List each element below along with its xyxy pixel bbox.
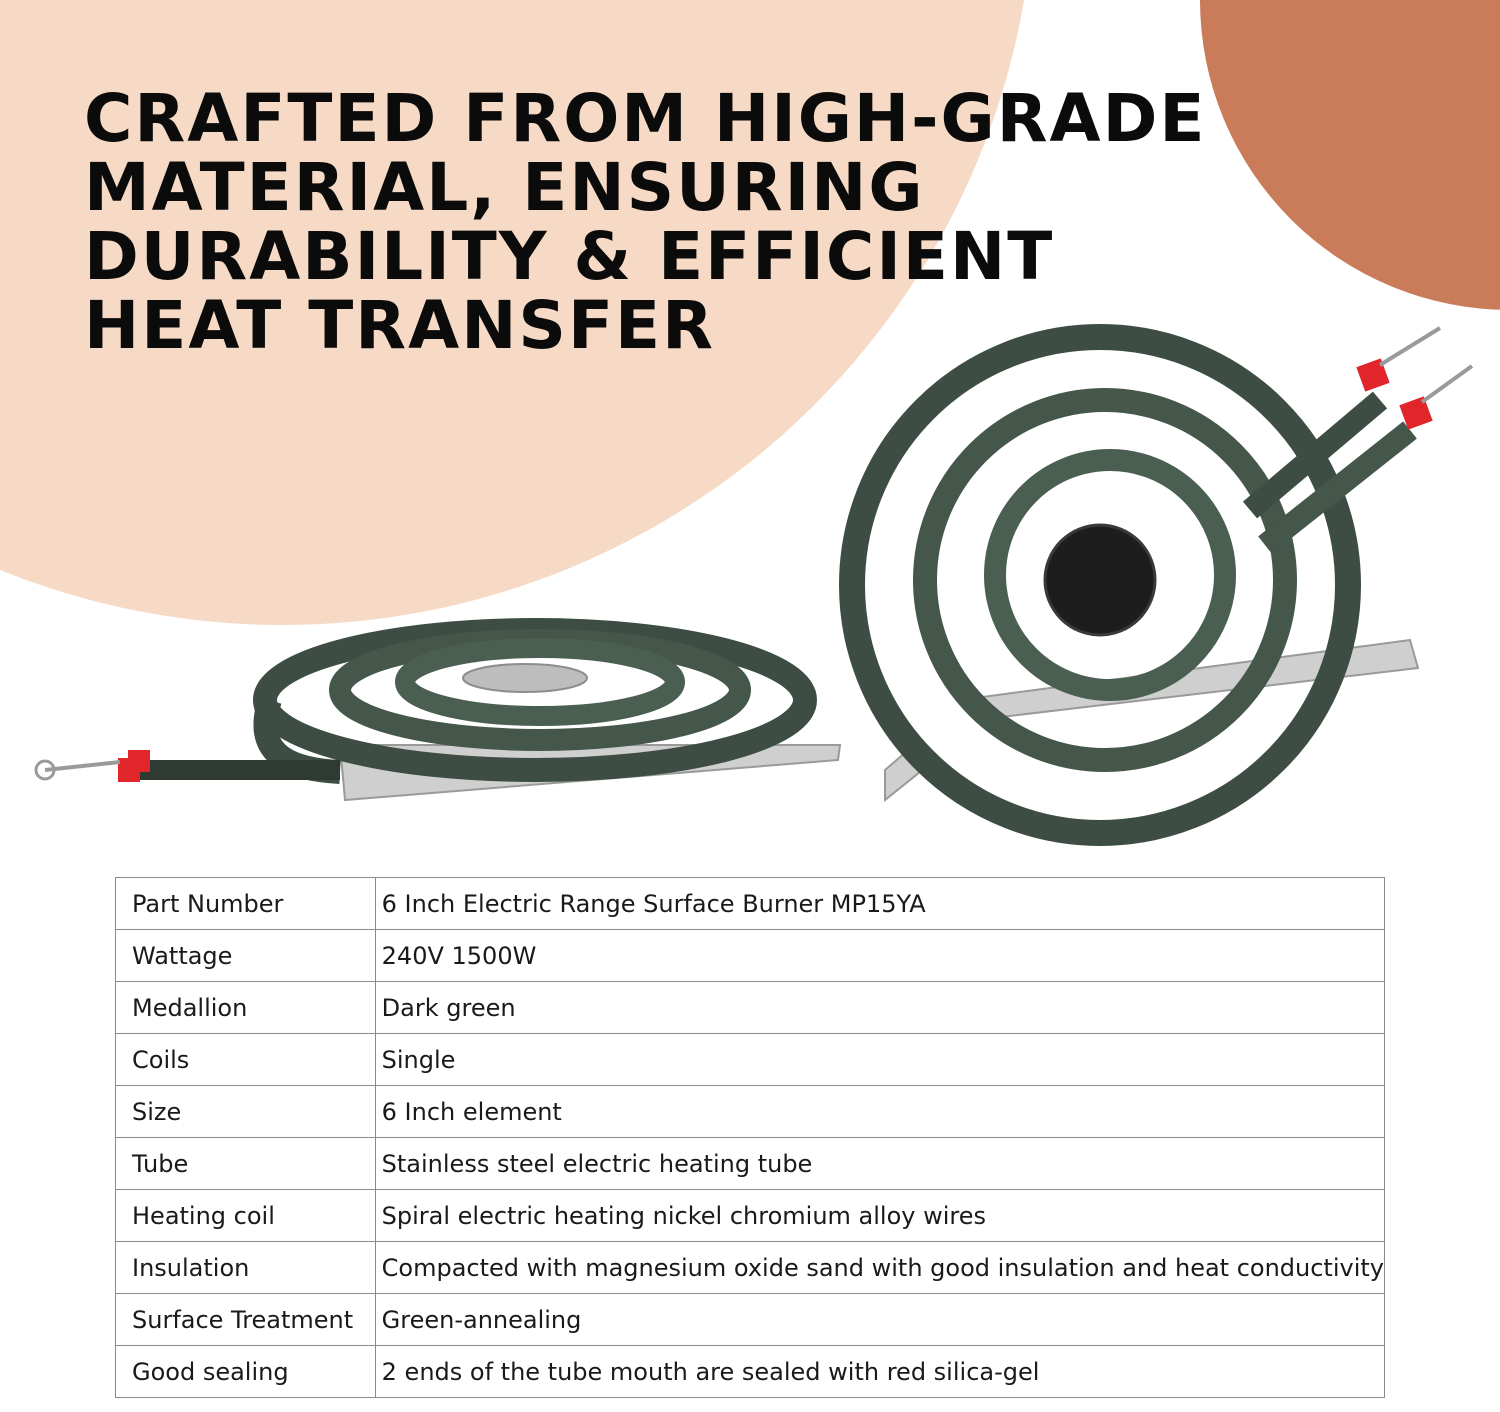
spec-value: Stainless steel electric heating tube (375, 1138, 1384, 1190)
table-row (116, 1138, 1385, 1190)
spec-value: 240V 1500W (375, 930, 1384, 982)
table-row (116, 982, 1385, 1034)
spec-value: Compacted with magnesium oxide sand with good insulation and heat conductivity (375, 1242, 1384, 1294)
spec-label: Surface Treatment (116, 1294, 376, 1346)
spec-value: 6 Inch Electric Range Surface Burner MP15YA (375, 878, 1384, 930)
top-view-burner-image (852, 328, 1472, 833)
spec-label: Medallion (116, 982, 376, 1034)
spec-value: Spiral electric heating nickel chromium alloy wires (375, 1190, 1384, 1242)
spec-label: Insulation (116, 1242, 376, 1294)
spec-value: 2 ends of the tube mouth are sealed with red silica-gel (375, 1346, 1384, 1398)
spec-label: Heating coil (116, 1190, 376, 1242)
spec-value: 6 Inch element (375, 1086, 1384, 1138)
spec-label: Tube (116, 1138, 376, 1190)
table-row (116, 878, 1385, 930)
spec-value: Green-annealing (375, 1294, 1384, 1346)
headline-line: HEAT TRANSFER (84, 287, 715, 364)
burner-illustration (0, 300, 1500, 860)
table-row (116, 1086, 1385, 1138)
table-row (116, 1034, 1385, 1086)
table-row (116, 930, 1385, 982)
table-row (116, 1190, 1385, 1242)
headline-line: CRAFTED FROM HIGH-GRADE (84, 80, 1207, 157)
table-row (116, 1346, 1385, 1398)
headline-line: MATERIAL, ENSURING (84, 149, 925, 226)
spec-label: Wattage (116, 930, 376, 982)
table-row (116, 1242, 1385, 1294)
spec-label: Good sealing (116, 1346, 376, 1398)
table-row (116, 1294, 1385, 1346)
side-view-burner-image (36, 630, 840, 800)
spec-label: Part Number (116, 878, 376, 930)
spec-label: Size (116, 1086, 376, 1138)
spec-label: Coils (116, 1034, 376, 1086)
spec-value: Dark green (375, 982, 1384, 1034)
headline-line: DURABILITY & EFFICIENT (84, 218, 1055, 295)
spec-table (115, 877, 1385, 1398)
spec-value: Single (375, 1034, 1384, 1086)
